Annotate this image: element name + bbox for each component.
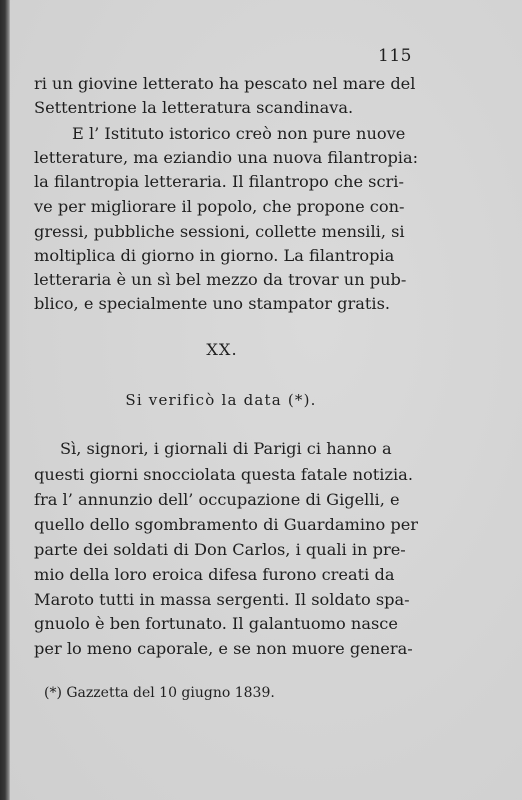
text-line: gressi, pubbliche sessioni, collette mensili, si <box>34 222 405 241</box>
text-line: questi giorni snocciolata questa fatale notizia. <box>34 465 413 484</box>
text-line: ri un giovine letterato ha pescato nel mare del <box>34 74 416 93</box>
section-number: XX. <box>206 340 238 359</box>
text-line: per lo meno caporale, e se non muore genera- <box>34 639 413 658</box>
text-line: parte dei soldati di Don Carlos, i quali in pre- <box>34 540 406 559</box>
footnote: (*) Gazzetta del 10 giugno 1839. <box>44 685 275 701</box>
book-binding-edge <box>0 0 10 800</box>
text-line: quello dello sgombramento di Guardamino per <box>34 515 419 534</box>
text-line: fra l’ annunzio dell’ occupazione di Gigelli, e <box>34 490 400 509</box>
text-line: la filantropia letteraria. Il filantropo che scri- <box>34 172 404 191</box>
text-line: letteraria è un sì bel mezzo da trovar un pub- <box>34 270 407 289</box>
text-line: Sì, signori, i giornali di Parigi ci hanno a <box>60 439 392 458</box>
section-title: Si verificò la data (*). <box>125 391 317 409</box>
text-line: ve per migliorare il popolo, che propone con- <box>34 197 405 216</box>
text-line: blico, e specialmente uno stampator gratis. <box>34 294 391 313</box>
page-number: 115 <box>378 46 412 66</box>
text-line: letterature, ma eziandio una nuova filantropia: <box>34 148 419 167</box>
text-line: Maroto tutti in massa sergenti. Il soldato spa- <box>34 590 410 609</box>
text-line: gnuolo è ben fortunato. Il galantuomo nasce <box>34 614 398 633</box>
text-line: E l’ Istituto istorico creò non pure nuove <box>72 124 406 143</box>
text-line: Settentrione la letteratura scandinava. <box>34 98 354 117</box>
book-page <box>10 0 522 800</box>
text-line: moltiplica di giorno in giorno. La filantropia <box>34 246 395 265</box>
text-line: mio della loro eroica difesa furono creati da <box>34 565 395 584</box>
